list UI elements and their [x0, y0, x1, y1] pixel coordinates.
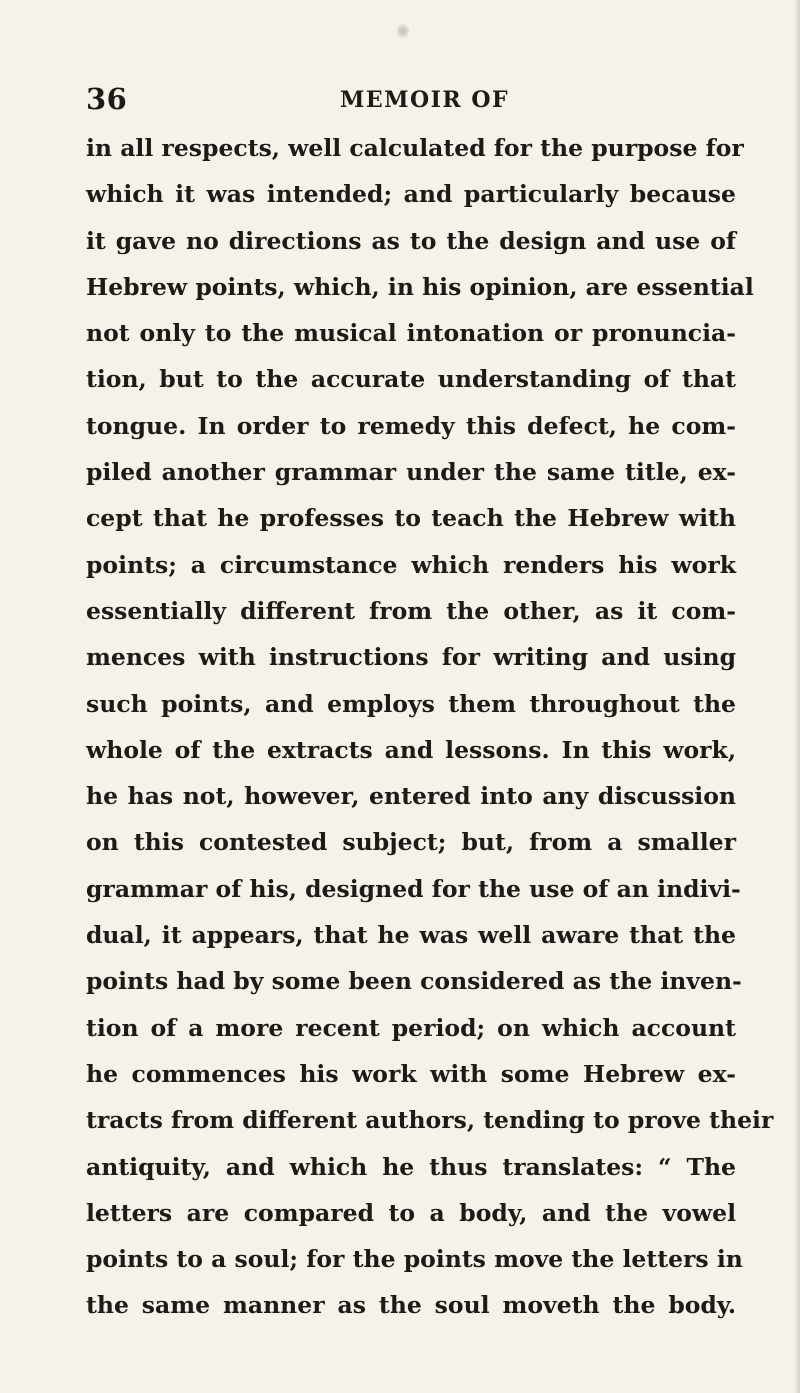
text-line: tracts from different authors, tending to prove their — [86, 1106, 774, 1135]
page-number: 36 — [86, 82, 128, 116]
text-line: in all respects, well calculated for the purpose for — [86, 134, 744, 162]
text-line: points to a soul; for the points move the letters in — [86, 1245, 743, 1274]
text-line: piled another grammar under the same title, ex- — [86, 458, 736, 487]
text-line: antiquity, and which he thus translates: “ The — [86, 1152, 736, 1181]
text-line: Hebrew points, which, in his opinion, are essential — [86, 272, 754, 301]
text-line: tion of a more recent period; on which account — [86, 1013, 736, 1042]
text-line: such points, and employs them throughout the — [86, 689, 736, 718]
text-line: he has not, however, entered into any discussion — [86, 782, 736, 811]
text-line: on this contested subject; but, from a smaller — [86, 828, 736, 857]
paper-speck — [397, 24, 409, 38]
text-line: dual, it appears, that he was well aware that the — [86, 921, 736, 950]
text-line: tion, but to the accurate understanding of that — [86, 365, 736, 394]
text-line: points; a circumstance which renders his work — [86, 550, 736, 579]
text-line: essentially different from the other, as it com- — [86, 596, 736, 625]
page-edge-shadow — [794, 0, 800, 1393]
text-line: not only to the musical intonation or pronuncia- — [86, 319, 736, 348]
text-line: letters are compared to a body, and the vowel — [86, 1198, 736, 1227]
text-line: grammar of his, designed for the use of an indivi- — [86, 874, 741, 903]
body-text — [86, 125, 774, 1329]
text-line: which it was intended; and particularly because — [86, 180, 736, 209]
text-line: whole of the extracts and lessons. In this work, — [86, 735, 736, 764]
running-head — [86, 82, 738, 122]
text-line: it gave no directions as to the design and use of — [86, 226, 736, 255]
text-line: the same manner as the soul moveth the body. — [86, 1291, 736, 1320]
text-line: cept that he professes to teach the Hebrew with — [86, 504, 736, 533]
running-title: MEMOIR OF — [340, 87, 510, 113]
text-line: tongue. In order to remedy this defect, he com- — [86, 411, 736, 440]
text-line: he commences his work with some Hebrew ex- — [86, 1059, 736, 1088]
text-line: mences with instructions for writing and using — [86, 643, 736, 672]
text-line: points had by some been considered as the inven- — [86, 967, 742, 996]
